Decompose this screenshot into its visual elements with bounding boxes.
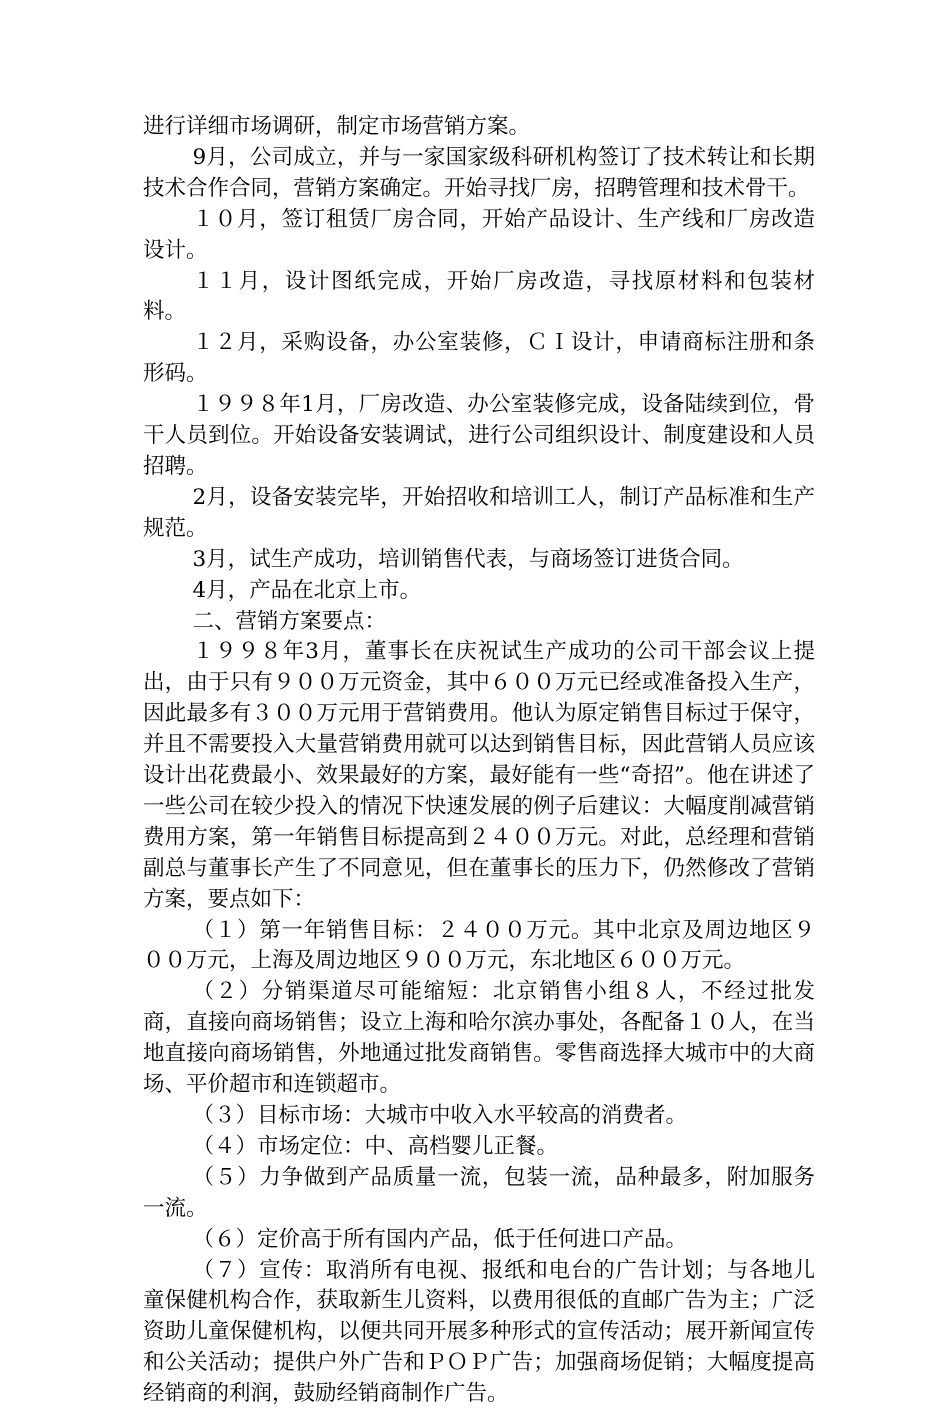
paragraph-october: １０月，签订租赁厂房合同，开始产品设计、生产线和厂房改造设计。	[143, 206, 815, 263]
paragraph-november: １１月，设计图纸完成，开始厂房改造，寻找原材料和包装材料。	[143, 268, 815, 325]
list-item-market-positioning: （４）市场定位：中、高档婴儿正餐。	[192, 1133, 558, 1159]
list-item-product-quality: （５）力争做到产品质量一流，包装一流，品种最多，附加服务一流。	[143, 1164, 815, 1221]
paragraph-february: 2月，设备安装完毕，开始招收和培训工人，制订产品标准和生产规范。	[143, 484, 815, 541]
paragraph-march: 3月，试生产成功，培训销售代表，与商场签订进货合同。	[192, 546, 744, 572]
paragraph-1998-january: １９９８年1月，厂房改造、办公室装修完成，设备陆续到位，骨干人员到位。开始设备安装调试，进行公司组织设计、制度建设和人员招聘。	[143, 392, 815, 479]
paragraph-december: １２月，采购设备，办公室装修，ＣＩ设计，申请商标注册和条形码。	[143, 330, 815, 387]
list-item-pricing: （６）定价高于所有国内产品，低于任何进口产品。	[192, 1226, 687, 1252]
list-item-sales-target: （１）第一年销售目标：２４００万元。其中北京及周边地区９００万元，上海及周边地区９００万元，东北地区６００万元。	[143, 917, 815, 974]
list-item-promotion: （７）宣传：取消所有电视、报纸和电台的广告计划；与各地儿童保健机构合作，获取新生儿资料，以费用很低的直邮广告为主；广泛资助儿童保健机构，以便共同开展多种形式的宣传活动；展开新闻宣传和公关活动；提供户外广告和ＰＯＰ广告；加强商场促销；大幅度提高经销商的利润，鼓励经销商制作广告。	[143, 1257, 815, 1407]
paragraph-april: 4月，产品在北京上市。	[192, 577, 422, 603]
paragraph-september: 9月，公司成立，并与一家国家级科研机构签订了技术转让和长期技术合作合同，营销方案确定。开始寻找厂房，招聘管理和技术骨干。	[143, 144, 815, 201]
list-item-target-market: （３）目标市场：大城市中收入水平较高的消费者。	[192, 1103, 687, 1128]
document-body	[143, 112, 815, 1410]
list-item-distribution-channels: （２）分销渠道尽可能缩短：北京销售小组８人，不经过批发商，直接向商场销售；设立上海和哈尔滨办事处，各配备１０人，在当地直接向商场销售，外地通过批发商销售。零售商选择大城市中的大商场、平价超市和连锁超市。	[143, 979, 815, 1098]
section-heading-marketing-points: 二、营销方案要点：	[192, 608, 386, 634]
paragraph-intro-continuation: 进行详细市场调研，制定市场营销方案。	[143, 114, 531, 139]
paragraph-chairman-proposal: １９９８年3月，董事长在庆祝试生产成功的公司干部会议上提出，由于只有９００万元资金，其中６００万元已经或准备投入生产，因此最多有３００万元用于营销费用。他认为原定销售目标过于保守，并且不需要投入大量营销费用就可以达到销售目标，因此营销人员应该设计出花费最小、效果最好的方案，最好能有一些“奇招”。他在讲述了一些公司在较少投入的情况下快速发展的例子后建议：大幅度削减营销费用方案，第一年销售目标提高到２４００万元。对此，总经理和营销副总与董事长产生了不同意见，但在董事长的压力下，仍然修改了营销方案，要点如下：	[143, 639, 815, 912]
